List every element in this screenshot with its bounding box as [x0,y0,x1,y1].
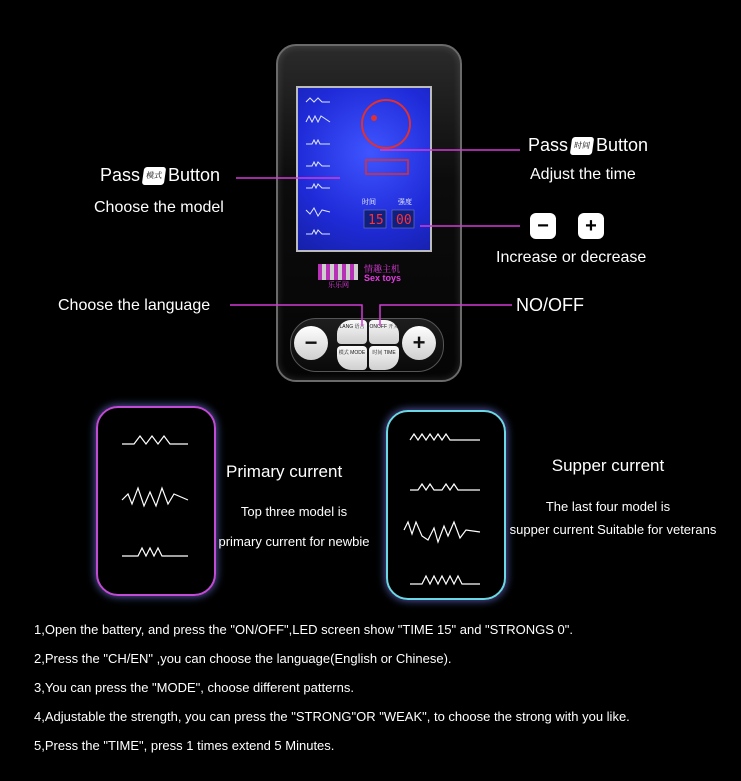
increase-icon: + [578,213,604,239]
onoff-button[interactable]: ONOFF 开关 [369,320,399,344]
primary-wave-box [96,406,216,596]
choose-language-text: Choose the language [58,297,211,314]
brand-en: Sex toys [364,273,402,283]
step-4: 4,Adjustable the strength, you can press the "STRONG"OR "WEAK", to choose the strong with you like. [34,709,630,724]
supper-title: Supper current [551,456,665,475]
lcd-strength-value: 00 [396,213,412,228]
primary-line1: Top three model is [240,504,348,519]
device-minus-button[interactable]: − [294,326,328,360]
device-plus-button[interactable]: + [402,326,436,360]
mode-button[interactable]: 模式 MODE [337,346,367,370]
supper-waves [388,412,504,598]
lcd-strength-label: 强度 [398,199,412,206]
supper-line1: The last four model is [545,499,671,514]
primary-line2: primary current for newbie [218,534,370,549]
time-button[interactable]: 时间 TIME [369,346,399,370]
pass-mode-callout [100,164,220,186]
no-off-text: NO/OFF [516,295,584,315]
step-2: 2,Press the "CH/EN" ,you can choose the language(English or Chinese). [34,651,452,666]
pass-time-suffix: Button [596,135,649,155]
decrease-icon: − [530,213,556,239]
primary-waves [98,408,214,594]
lcd-timer-value: 15 [368,213,384,228]
choose-model-text: Choose the model [94,199,224,216]
pass-time-callout [528,134,648,156]
adjust-time-text: Adjust the time [530,166,636,183]
step-3: 3,You can press the "MODE", choose different patterns. [34,680,354,695]
step-1: 1,Open the battery, and press the "ON/OFF",LED screen show "TIME 15" and "STRONGS 0". [34,622,573,637]
inc-dec-text: Increase or decrease [496,249,647,266]
brand-cn: 情趣主机 [364,264,401,274]
supper-wave-box [386,410,506,600]
step-5: 5,Press the "TIME", press 1 times extend 5 Minutes. [34,738,335,753]
supper-line2: supper current Suitable for veterans [509,522,717,537]
pass-time-word: Pass [528,135,569,155]
brand-sub: 乐乐网 [328,282,349,289]
lcd-time-label: 时间 [362,199,376,206]
pass-mode-word: Pass [100,165,141,185]
primary-title: Primary current [226,462,343,481]
lang-button[interactable]: LANG 语言 [337,320,367,344]
pass-mode-suffix: Button [168,165,221,185]
mode-chip-icon: 模式 [142,167,167,185]
time-chip-icon: 时间 [570,137,595,155]
